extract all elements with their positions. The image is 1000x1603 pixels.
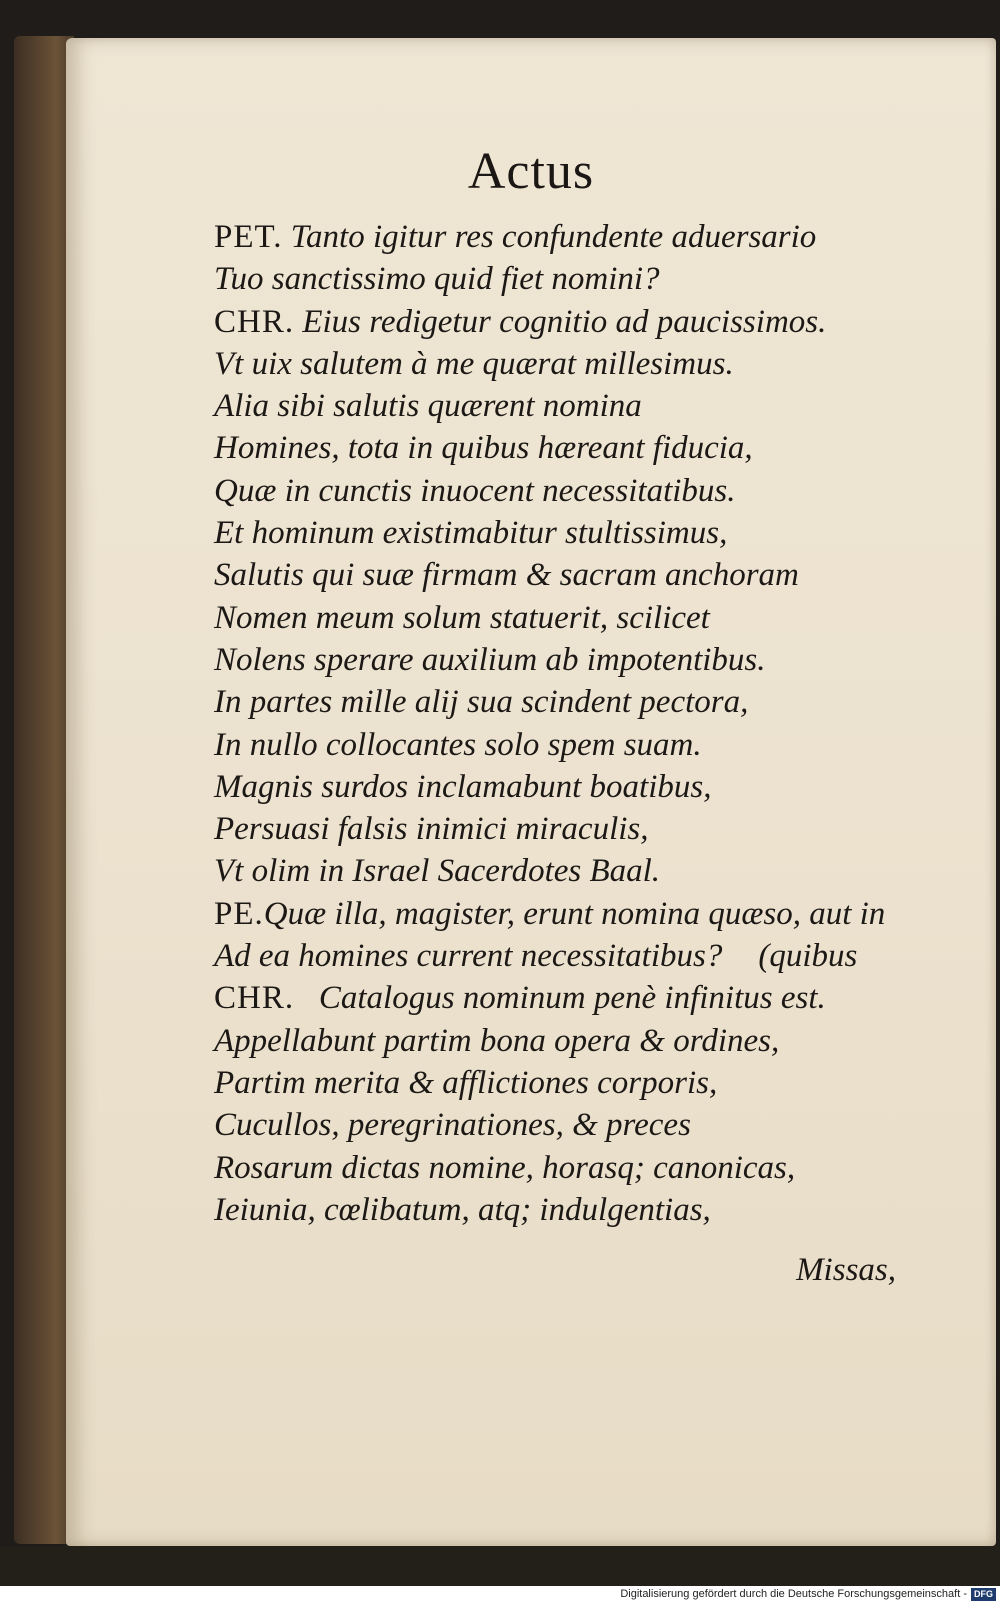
verse-line: [214, 681, 984, 723]
verse-line: [214, 935, 984, 977]
line-text: Vt olim in Israel Sacerdotes Baal.: [214, 853, 661, 890]
turnover-aside: (quibus: [758, 938, 858, 975]
verse-line: [214, 850, 984, 892]
verse-line: [214, 470, 984, 512]
speaker-label: CHR.: [214, 980, 295, 1017]
verse-line: [214, 808, 984, 850]
verse-line: [214, 258, 984, 300]
verse-line: [214, 343, 984, 385]
verse-line: [214, 301, 984, 343]
verse-line: [214, 1104, 984, 1146]
digitization-credit: [0, 1586, 1000, 1603]
verse-line: [214, 766, 984, 808]
line-text: Tuo sanctissimo quid fiet nomini?: [214, 261, 660, 298]
line-text: Persuasi falsis inimici miraculis,: [214, 811, 649, 848]
catchword: Missas,: [796, 1252, 896, 1288]
line-text: Cucullos, peregrinationes, & preces: [214, 1107, 691, 1144]
speaker-label: CHR.: [214, 303, 295, 340]
verse-line: [214, 385, 984, 427]
verse-line: [214, 1062, 984, 1104]
line-text: In partes mille alij sua scindent pectora,: [214, 684, 749, 721]
verse-line: [214, 724, 984, 766]
line-text: Quæ illa, magister, erunt nomina quæso, aut in: [263, 895, 886, 932]
verse-line: [214, 639, 984, 681]
line-text: Partim merita & afflictiones corporis,: [214, 1064, 718, 1101]
line-text: Ad ea homines current necessitatibus?: [214, 938, 723, 975]
verse-line: [214, 1020, 984, 1062]
book-page: [66, 38, 996, 1546]
verse-line: [214, 893, 984, 935]
line-text: Appellabunt partim bona opera & ordines,: [214, 1022, 780, 1059]
credit-text: Digitalisierung gefördert durch die Deutsche Forschungsgemeinschaft -: [620, 1588, 967, 1600]
book-edge: [14, 36, 74, 1544]
verse-line: [214, 597, 984, 639]
verse-line: [214, 512, 984, 554]
line-text: Salutis qui suæ firmam & sacram anchoram: [214, 557, 799, 594]
line-text: Ieiunia, cœlibatum, atq; indulgentias,: [214, 1191, 711, 1228]
line-text: Eius redigetur cognitio ad paucissimos.: [302, 303, 827, 340]
line-text: Alia sibi salutis quærent nomina: [214, 388, 642, 425]
verse-line: [214, 216, 984, 258]
line-text: Quæ in cunctis inuocent necessitatibus.: [214, 472, 736, 509]
dfg-logo: DFG: [971, 1588, 996, 1601]
scan-bottom-margin: [0, 1546, 1000, 1586]
line-text: Et hominum existimabitur stultissimus,: [214, 515, 728, 552]
line-text: Magnis surdos inclamabunt boatibus,: [214, 768, 712, 805]
verse-line: [214, 427, 984, 469]
speaker-label: PET.: [214, 219, 283, 255]
line-text: Vt uix salutem à me quærat millesimus.: [214, 345, 734, 382]
verse-line: [214, 977, 984, 1019]
line-text: Nolens sperare auxilium ab impotentibus.: [214, 641, 766, 678]
running-header: Actus: [467, 143, 595, 200]
speaker-label: PE.: [214, 895, 264, 932]
line-text: Rosarum dictas nomine, horasq; canonicas,: [214, 1149, 796, 1186]
verse-line: [214, 1147, 984, 1189]
verse-line: [214, 1189, 984, 1231]
verse-line: [214, 554, 984, 596]
line-text: Tanto igitur res confundente aduersario: [290, 219, 817, 255]
verse-text: [214, 216, 984, 1231]
line-text: Catalogus nominum penè infinitus est.: [318, 980, 826, 1017]
line-text: Nomen meum solum statuerit, scilicet: [214, 599, 710, 636]
line-text: Homines, tota in quibus hæreant fiducia,: [214, 430, 753, 467]
line-text: In nullo collocantes solo spem suam.: [214, 726, 702, 763]
